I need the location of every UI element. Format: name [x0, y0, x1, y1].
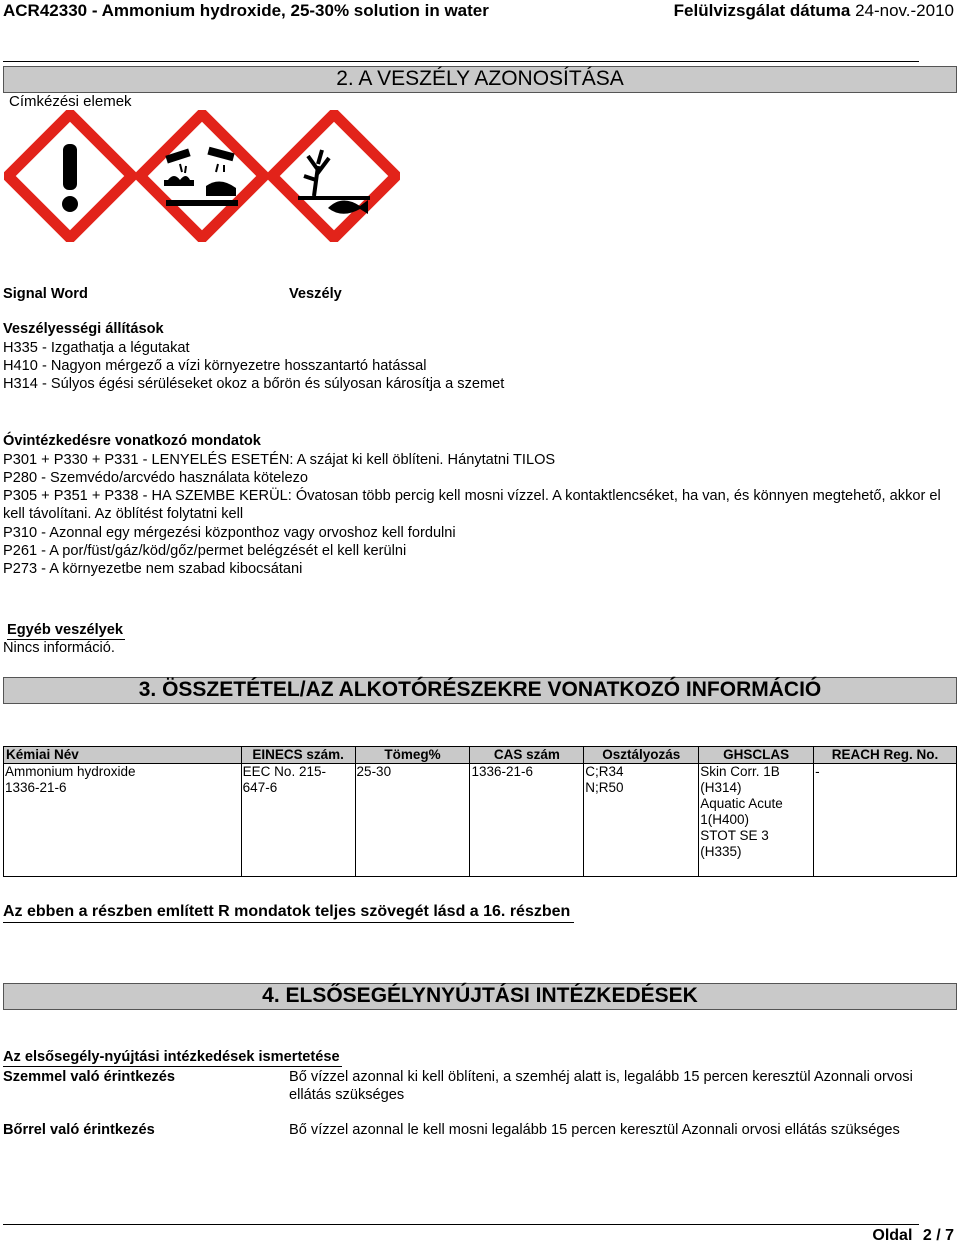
- corrosion-pictogram: [136, 110, 268, 242]
- revision-date-label: Felülvizsgálat dátuma: [673, 1, 851, 20]
- label-elements-heading: Címkézési elemek: [9, 93, 132, 110]
- col-mass-percent: Tömeg%: [355, 747, 470, 764]
- footer-rule: [3, 1224, 919, 1225]
- cell-line: 1336-21-6: [5, 780, 67, 795]
- page-number: [872, 1227, 954, 1245]
- hazard-statement: H410 - Nagyon mérgező a vízi környezetre hosszantartó hatással: [3, 358, 427, 374]
- cell-reach: -: [814, 764, 957, 877]
- header-rule: [3, 61, 919, 62]
- r-phrases-note: Az ebben a részben említett R mondatok teljes szövegét lásd a 16. részben: [3, 902, 574, 923]
- col-reach: REACH Reg. No.: [814, 747, 957, 764]
- col-classification: Osztályozás: [584, 747, 699, 764]
- cell-line: N;R50: [585, 780, 624, 795]
- section-4-title: 4. ELSŐSEGÉLYNYÚJTÁSI INTÉZKEDÉSEK: [262, 984, 698, 1007]
- revision-date-value: 24-nov.-2010: [855, 1, 954, 20]
- eye-contact-text: Bő vízzel azonnal ki kell öblíteni, a szemhéj alatt is, legalább 15 percen keresztül Azonnali orvosi ellátás szükséges: [289, 1069, 913, 1103]
- cell-line: (H335): [700, 844, 742, 859]
- precaution-statement: P301 + P330 + P331 - LENYELÉS ESETÉN: A szájat ki kell öblíteni. Hánytatni TILOS: [3, 452, 556, 468]
- page-label: Oldal: [872, 1227, 913, 1244]
- cell-cas: 1336-21-6: [470, 764, 584, 877]
- environment-pictogram: [268, 110, 400, 242]
- cell-line: Skin Corr. 1B: [700, 764, 780, 779]
- table-row: [4, 764, 957, 877]
- cell-mass-percent: 25-30: [355, 764, 470, 877]
- col-ghsclas: GHSCLAS: [699, 747, 814, 764]
- cell-line: Ammonium hydroxide: [5, 764, 136, 779]
- col-cas: CAS szám: [470, 747, 584, 764]
- page-value: 2 / 7: [922, 1227, 954, 1244]
- precaution-statement: P280 - Szemvédo/arcvédo használata kötelezo: [3, 470, 309, 486]
- precaution-statement: P273 - A környezetbe nem szabad kibocsátani: [3, 561, 303, 577]
- skin-contact-text: Bő vízzel azonnal le kell mosni legalább 15 percen keresztül Azonnali orvosi ellátás szükséges: [289, 1122, 900, 1138]
- other-hazards-heading: Egyéb veszélyek: [7, 622, 124, 638]
- skin-contact-label: Bőrrel való érintkezés: [3, 1122, 155, 1138]
- precaution-heading: Óvintézkedésre vonatkozó mondatok: [3, 433, 261, 449]
- cell-classification: [584, 764, 699, 877]
- section-3-title: 3. ÖSSZETÉTEL/AZ ALKOTÓRÉSZEKRE VONATKOZÓ INFORMÁCIÓ: [138, 678, 822, 701]
- cell-ghsclas: [699, 764, 814, 877]
- cell-line: (H314): [700, 780, 742, 795]
- first-aid-subheading: Az elsősegély-nyújtási intézkedések ismertetése: [3, 1049, 340, 1065]
- table-header-row: [4, 747, 957, 764]
- other-hazards-text: Nincs információ.: [3, 640, 115, 656]
- section-3-bar: [3, 677, 957, 704]
- cell-chemical-name: [4, 764, 242, 877]
- section-4-bar: [3, 983, 957, 1010]
- cell-line: 1(H400): [700, 812, 749, 827]
- signal-word-value: Veszély: [289, 286, 342, 302]
- hazard-statement: H335 - Izgathatja a légutakat: [3, 340, 190, 356]
- section-2-title: 2. A VESZÉLY AZONOSÍTÁSA: [336, 67, 624, 90]
- hazard-statement: H314 - Súlyos égési sérüléseket okoz a bőrön és súlyosan károsítja a szemet: [3, 376, 505, 392]
- cell-line: Aquatic Acute: [700, 796, 783, 811]
- eye-contact-label: Szemmel való érintkezés: [3, 1069, 175, 1085]
- cell-einecs: [241, 764, 355, 877]
- revision-date: [674, 0, 954, 21]
- hazard-statements-heading: Veszélyességi állítások: [3, 321, 164, 337]
- cell-line: C;R34: [585, 764, 624, 779]
- signal-word-label: Signal Word: [3, 286, 88, 302]
- cell-line: EEC No. 215-: [242, 764, 326, 779]
- col-chemical-name: Kémiai Név: [4, 747, 242, 764]
- section-2-bar: [3, 66, 957, 93]
- cell-line: STOT SE 3: [700, 828, 769, 843]
- col-einecs: EINECS szám.: [241, 747, 355, 764]
- precaution-statement: P261 - A por/füst/gáz/köd/gőz/permet belégzését el kell kerülni: [3, 543, 407, 559]
- precaution-statement: P305 + P351 + P338 - HA SZEMBE KERÜL: Óvatosan több percig kell mosni vízzel. A kontaktlencséket, ha van, és könnyen megtehető, akkor el kell távolítani. Az öblítést folytatni kell: [3, 488, 941, 522]
- precaution-statement: P310 - Azonnal egy mérgezési központhoz vagy orvoshoz kell fordulni: [3, 525, 456, 541]
- cell-line: 647-6: [242, 780, 278, 795]
- document-title: ACR42330 - Ammonium hydroxide, 25-30% solution in water: [3, 1, 489, 20]
- exclamation-mark-pictogram: [4, 110, 136, 242]
- composition-table: [3, 746, 957, 877]
